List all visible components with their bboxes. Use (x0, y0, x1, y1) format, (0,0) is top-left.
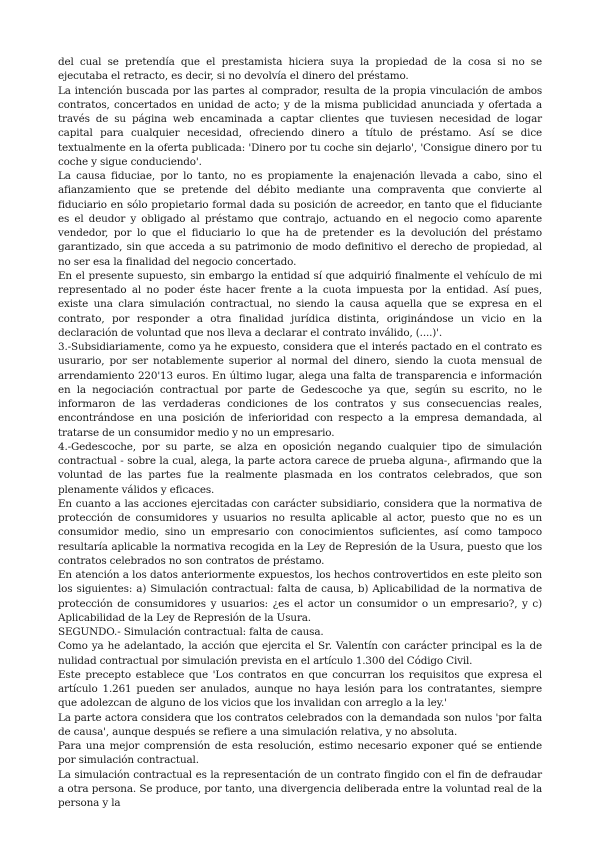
paragraph-subsidiariamente: 3.-Subsidiariamente, como ya he expuesto, considera que el interés pactado en el contrato es usurario, por ser notablemente superior al normal del dinero, siendo la cuota mensual de arrendamiento 220'13 euros. En último lugar, alega una falta de transparencia e información en la negociación contractual por parte de Gedescoche ya que, según su escrito, no le informaron de las verdaderas condiciones de los contratos y sus consecuencias reales, encontrándose en una posición de inferioridad con respecto a la empresa demandada, al tratarse de un consumidor medio y no un empresario. (58, 341, 542, 439)
paragraph-gedescoche-oposicion: 4.-Gedescoche, por su parte, se alza en oposición negando cualquier tipo de simulación contractual - sobre la cual, alega, la parte actora carece de prueba alguna-, afirmando que la voluntad de las partes fue la realmente plasmada en los contratos celebrados, que son plenamente válidos y eficaces. (58, 440, 542, 496)
paragraph-retracto: del cual se pretendía que el prestamista hiciera suya la propiedad de la cosa si no se ejecutaba el retracto, es decir, si no devolvía el dinero del préstamo. (58, 56, 542, 83)
paragraph-hechos-controvertidos: En atención a los datos anteriormente expuestos, los hechos controvertidos en este pleito son los siguientes: a) Simulación contractual: falta de causa, b) Aplicabilidad de la normativa de protección de consumidores y usuarios: ¿es el actor un consumidor o un empresario?, y c) Aplicabilidad de la Ley de Represión de la Usura. (58, 569, 542, 624)
paragraph-comprension: Para una mejor comprensión de esta resolución, estimo necesario exponer qué se entiende por simulación contractual. (58, 740, 542, 767)
document-body (58, 55, 542, 810)
paragraph-precepto: Este precepto establece que 'Los contratos en que concurran los requisitos que expresa el artículo 1.261 pueden ser anulados, aunque no haya lesión para los contratantes, siempre que adolezcan de alguno de los vicios que los invalidan con arreglo a la ley.' (58, 668, 542, 710)
section-heading-segundo: SEGUNDO.- Simulación contractual: falta de causa. (58, 626, 324, 638)
paragraph-accion-nulidad: Como ya he adelantado, la acción que ejercita el Sr. Valentín con carácter principal es la de nulidad contractual por simulación prevista en el artículo 1.300 del Código Civil. (58, 640, 542, 667)
paragraph-simulacion-definicion: La simulación contractual es la representación de un contrato fingido con el fin de defraudar a otra persona. Se produce, por tanto, una divergencia deliberada entre la voluntad real de la persona y la (58, 768, 542, 809)
paragraph-parte-actora: La parte actora considera que los contratos celebrados con la demandada son nulos 'por falta de causa', aunque después se refiere a una simulación relativa, y no absoluta. (58, 711, 542, 738)
paragraph-acciones-subsidiarias: En cuanto a las acciones ejercitadas con carácter subsidiario, considera que la normativa de protección de consumidores y usuarios no resulta aplicable al actor, puesto que no es un consumidor medio, sino un empresario con conocimientos suficientes, así como tampoco resultaría aplicable la normativa recogida en la Ley de Represión de la Usura, puesto que los contratos celebrados no son contratos de préstamo. (58, 497, 542, 567)
paragraph-causa-fiduciae: La causa fiduciae, por lo tanto, no es propiamente la enajenación llevada a cabo, sino el afianzamiento que se pretende del débito mediante una compraventa que convierte al fiduciario en sólo propietario formal dada su posición de acreedor, en tanto que el fiduciante es el deudor y obligado al préstamo que contrajo, actuando en el negocio como aparente vendedor, por lo que el fiduciario lo que ha de pretender es la devolución del préstamo garantizado, sin que acceda a su patrimonio de modo definitivo el derecho de propiedad, al no ser esa la finalidad del negocio concertado. (58, 170, 542, 268)
paragraph-presente-supuesto: En el presente supuesto, sin embargo la entidad sí que adquirió finalmente el vehículo de mi representado al no poder éste hacer frente a la cuota impuesta por la entidad. Así pues, existe una clara simulación contractual, no siendo la causa aquella que se expresa en el contrato, por responder a otra finalidad jurídica distinta, originándose un vicio en la declaración de voluntad que nos lleva a declarar el contrato inválido, (....)'. (58, 269, 542, 339)
paragraph-intencion: La intención buscada por las partes al comprador, resulta de la propia vinculación de ambos contratos, concertados en unidad de acto; y de la misma publicidad anunciada y ofertada a través de su página web encaminada a captar clientes que tuviesen necesidad de logar capital para cualquier necesidad, ofreciendo dinero a título de préstamo. Así se dice textualmente en la oferta publicada: 'Dinero por tu coche sin dejarlo', 'Consigue dinero por tu coche y sigue conduciendo'. (58, 84, 542, 168)
